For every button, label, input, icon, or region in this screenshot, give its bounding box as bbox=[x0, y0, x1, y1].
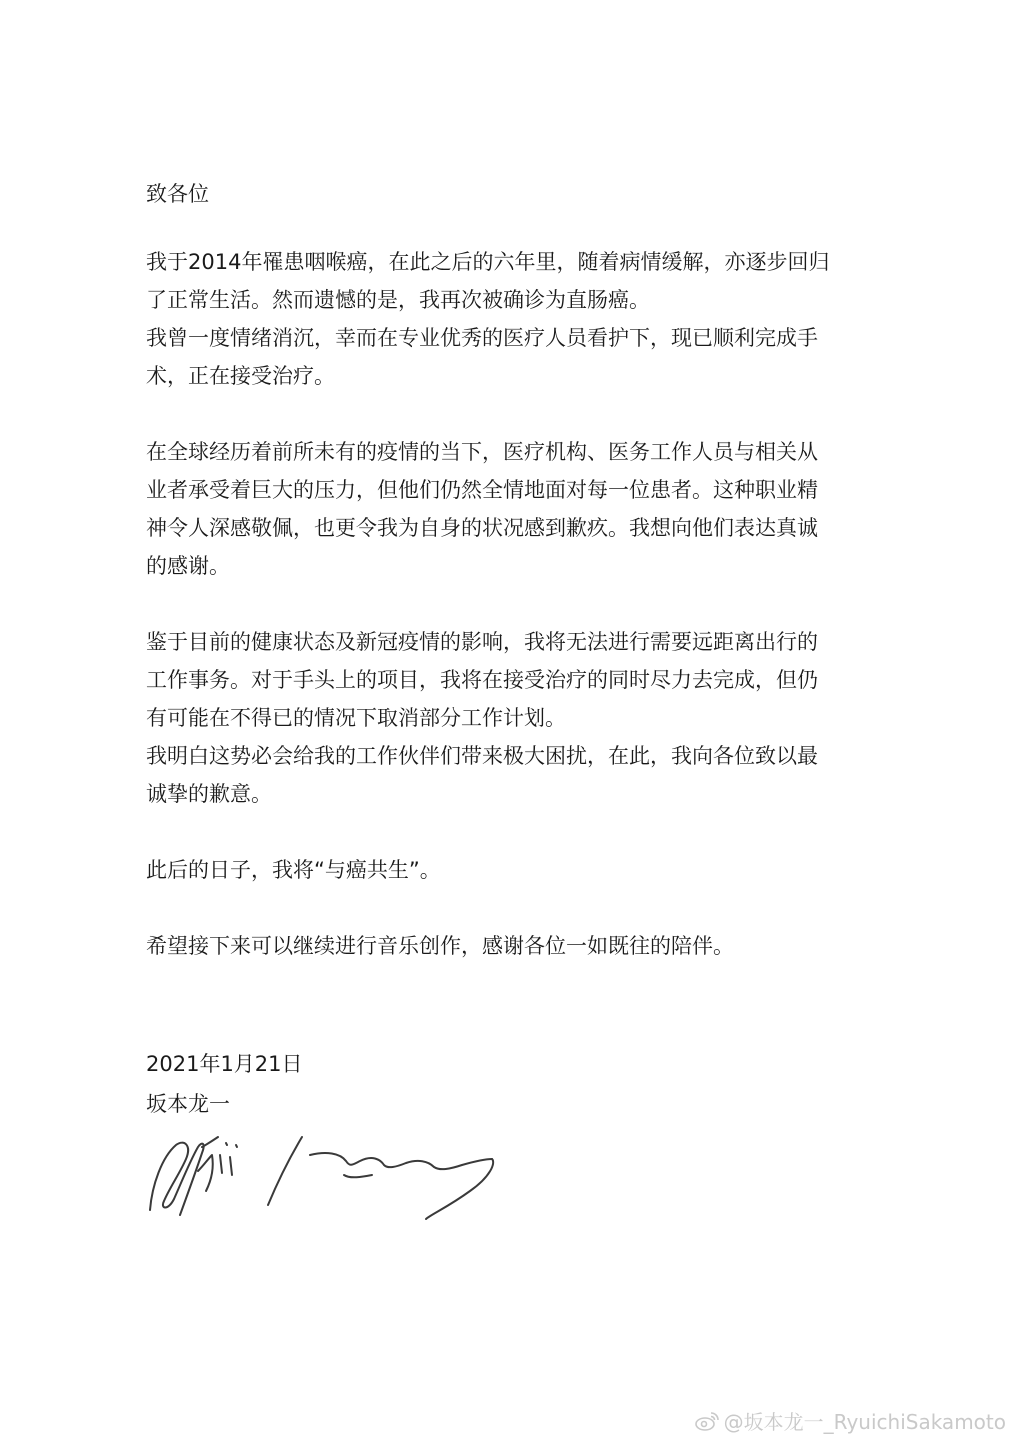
paragraph-line: 我明白这势必会给我的工作伙伴们带来极大困扰，在此，我向各位致以最 bbox=[146, 744, 818, 768]
paragraph-2 bbox=[146, 433, 876, 585]
letter-body bbox=[146, 176, 876, 965]
paragraph-line: 了正常生活。然而遗憾的是，我再次被确诊为直肠癌。 bbox=[146, 288, 650, 312]
watermark-text: @坂本龙一_RyuichiSakamoto bbox=[723, 1410, 1006, 1434]
paragraph-line: 希望接下来可以继续进行音乐创作，感谢各位一如既往的陪伴。 bbox=[146, 934, 734, 958]
paragraph-4 bbox=[146, 851, 876, 889]
weibo-icon bbox=[694, 1410, 720, 1432]
paragraph-line: 诚挚的歉意。 bbox=[146, 782, 272, 806]
sender-name: 坂本龙一 bbox=[146, 1092, 230, 1116]
paragraph-line: 业者承受着巨大的压力，但他们仍然全情地面对每一位患者。这种职业精 bbox=[146, 478, 818, 502]
paragraph-5 bbox=[146, 927, 876, 965]
paragraph-line: 术，正在接受治疗。 bbox=[146, 364, 335, 388]
letter-date: 2021年1月21日 bbox=[146, 1052, 303, 1076]
paragraph-line: 有可能在不得已的情况下取消部分工作计划。 bbox=[146, 706, 566, 730]
paragraph-line: 我曾一度情绪消沉，幸而在专业优秀的医疗人员看护下，现已顺利完成手 bbox=[146, 326, 818, 350]
weibo-watermark bbox=[694, 1406, 1006, 1435]
paragraph-3 bbox=[146, 623, 876, 813]
paragraph-line: 神令人深感敬佩，也更令我为自身的状况感到歉疚。我想向他们表达真诚 bbox=[146, 516, 818, 540]
handwritten-signature bbox=[140, 1115, 540, 1225]
salutation: 致各位 bbox=[146, 182, 209, 206]
paragraph-line: 工作事务。对于手头上的项目，我将在接受治疗的同时尽力去完成，但仍 bbox=[146, 668, 818, 692]
paragraph-1 bbox=[146, 243, 876, 395]
paragraph-line: 的感谢。 bbox=[146, 554, 230, 578]
paragraph-line: 鉴于目前的健康状态及新冠疫情的影响，我将无法进行需要远距离出行的 bbox=[146, 630, 818, 654]
paragraph-line: 我于2014年罹患咽喉癌，在此之后的六年里，随着病情缓解，亦逐步回归 bbox=[146, 250, 830, 274]
paragraph-line: 在全球经历着前所未有的疫情的当下，医疗机构、医务工作人员与相关从 bbox=[146, 440, 818, 464]
paragraph-line: 此后的日子，我将“与癌共生”。 bbox=[146, 858, 441, 882]
